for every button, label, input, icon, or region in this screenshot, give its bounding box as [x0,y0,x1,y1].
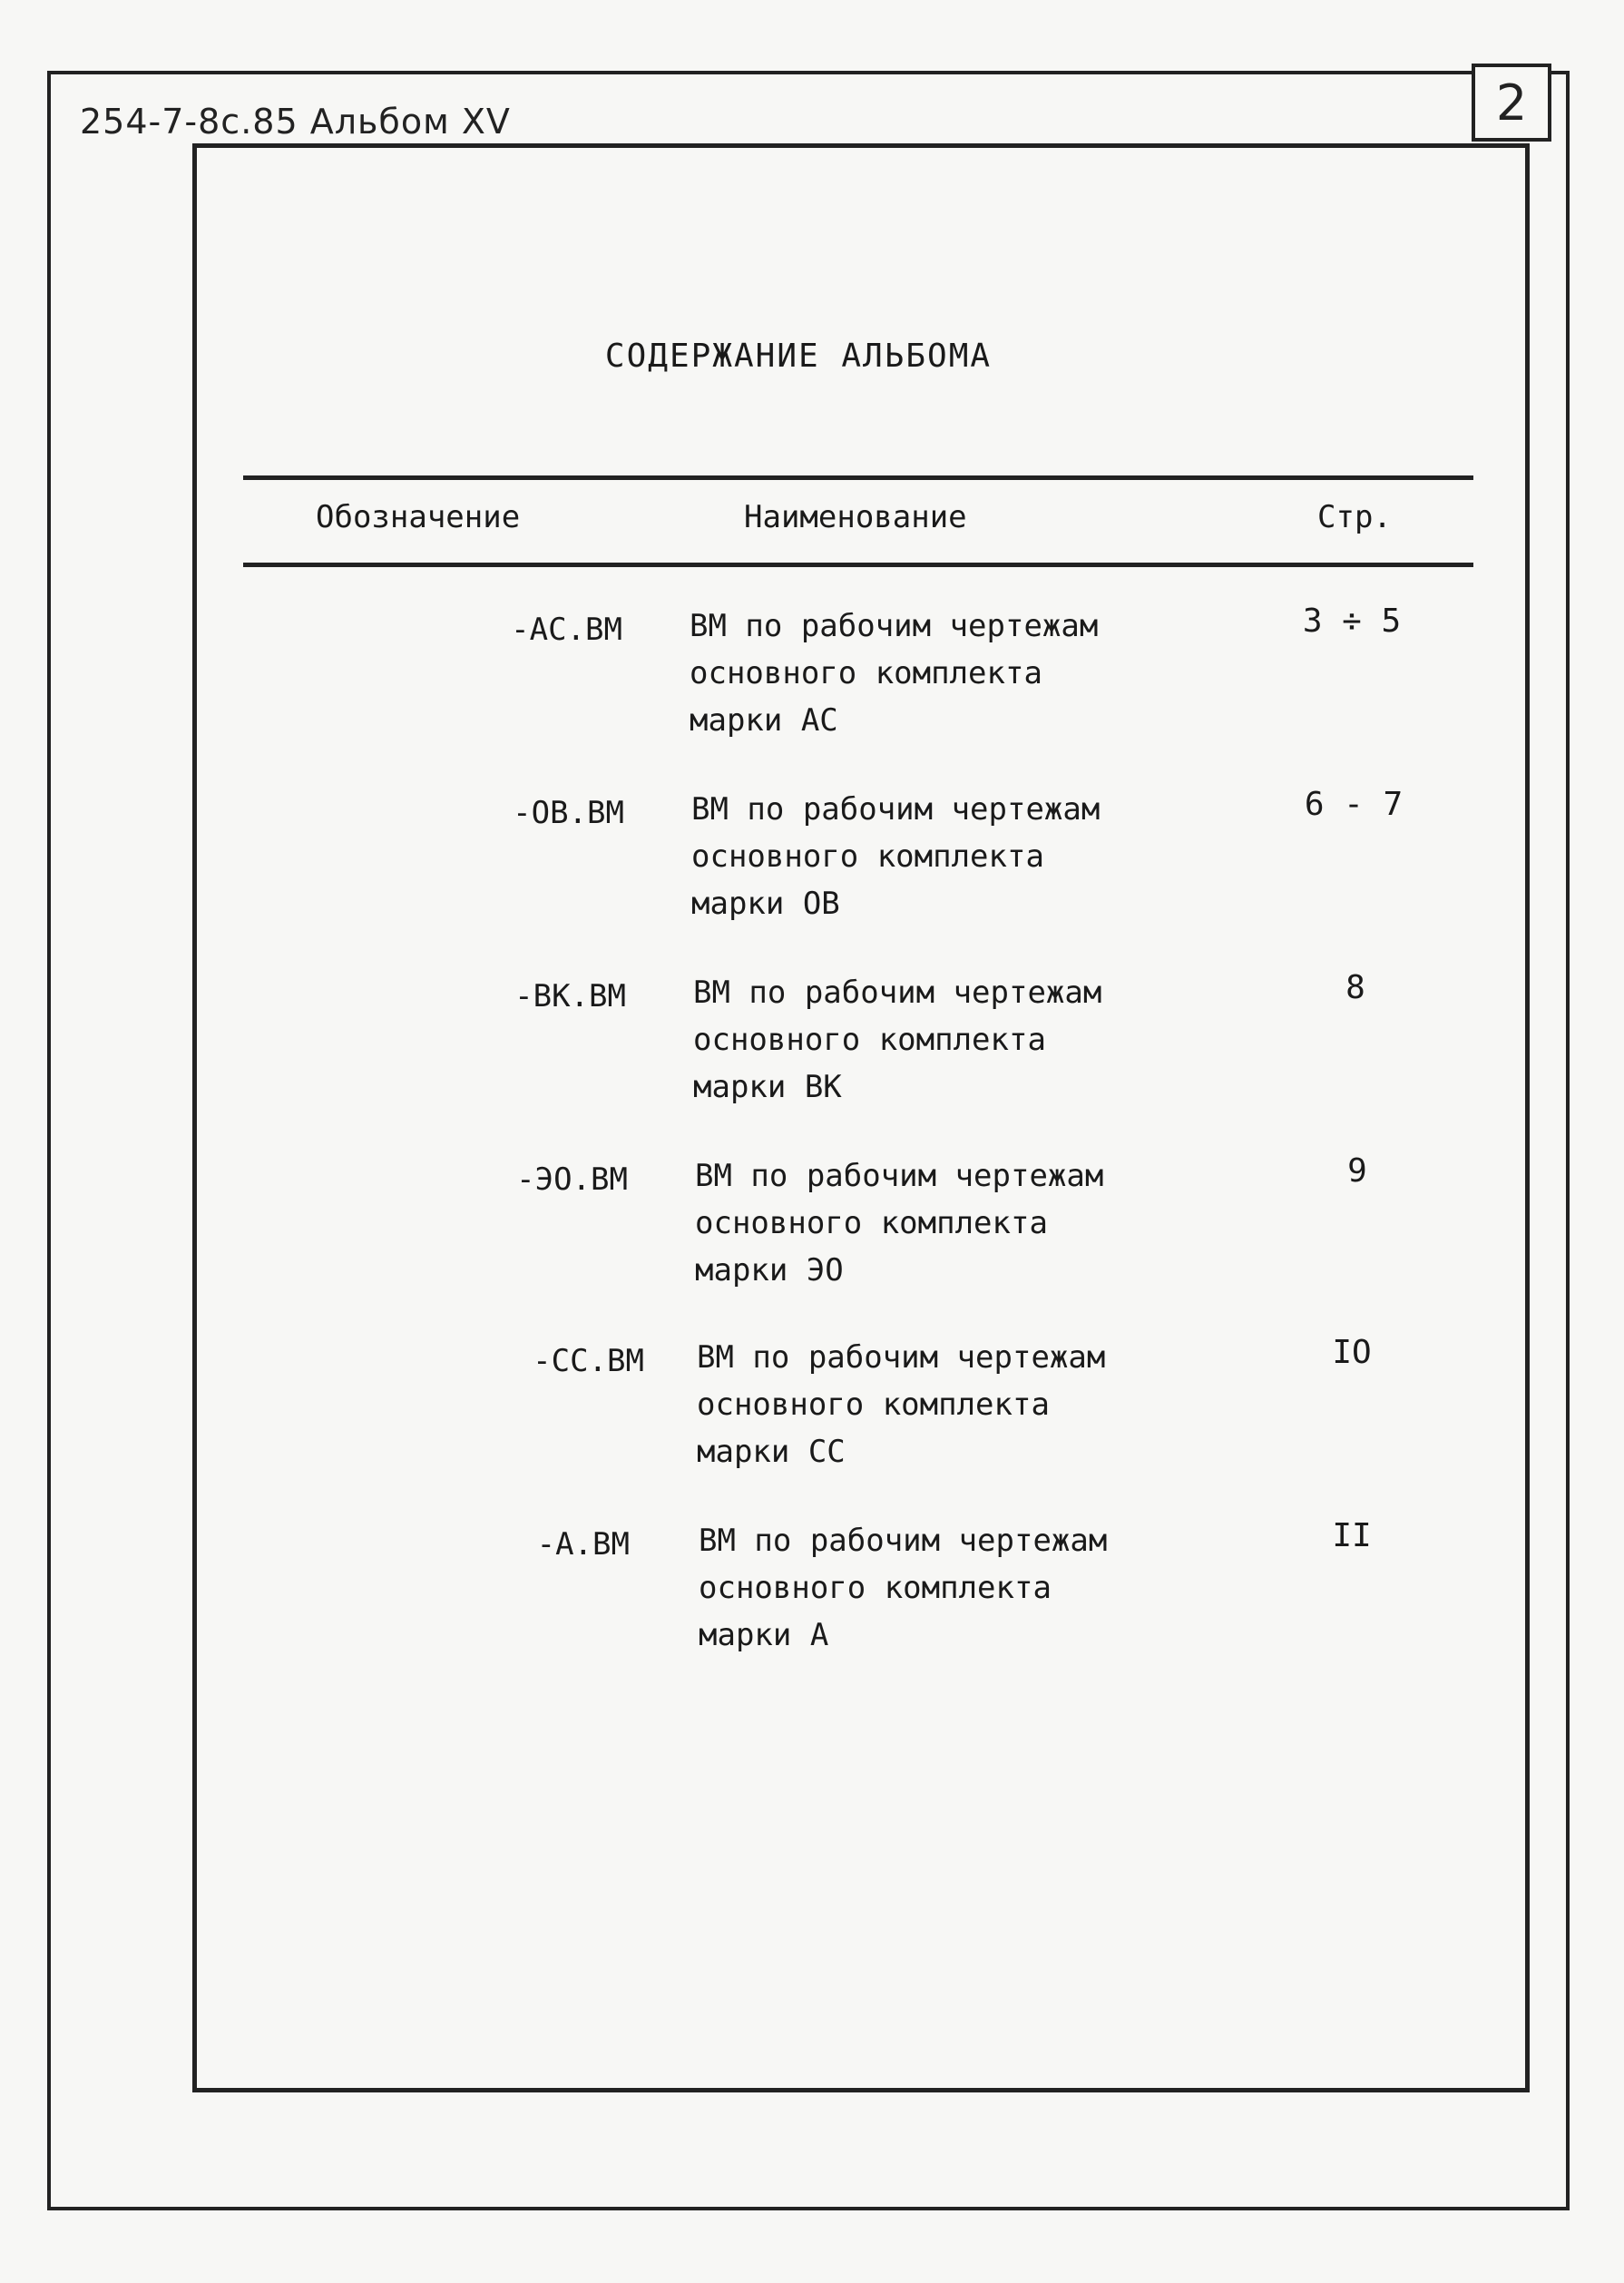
row-pages: 6 - 7 [1304,786,1404,823]
row-code: -ОВ.ВМ [513,795,624,831]
page-number: 2 [1472,64,1551,142]
row-code: -СС.ВМ [533,1343,644,1379]
row-name-line: ВМ по рабочим чертежам [697,1339,1106,1376]
row-name-line: основного комплекта [697,1386,1050,1423]
table-top-rule [243,475,1473,480]
row-pages: 3 ÷ 5 [1302,603,1402,640]
row-name-line: марки А [699,1617,829,1653]
row-name [695,1152,1103,1294]
table-row [0,1517,1624,1699]
row-name-line: ВМ по рабочим чертежам [695,1158,1104,1194]
row-pages: 9 [1347,1152,1367,1190]
row-code: -ВК.ВМ [514,978,626,1014]
row-name-line: основного комплекта [695,1205,1048,1241]
row-pages: 8 [1345,969,1365,1006]
row-name-line: марки ЭО [695,1252,844,1288]
table-row [0,1334,1624,1515]
row-name-line: ВМ по рабочим чертежам [691,791,1101,828]
row-name-line: основного комплекта [699,1570,1052,1606]
row-code: -А.ВМ [536,1526,630,1563]
row-pages: IO [1332,1334,1372,1371]
column-header-page: Стр. [1317,499,1392,535]
page-title: СОДЕРЖАНИЕ АЛЬБОМА [604,338,993,375]
row-name-line: марки АС [690,702,838,739]
row-name-line: марки ВК [693,1069,842,1105]
row-name-line: ВМ по рабочим чертежам [699,1523,1108,1559]
row-name [699,1517,1107,1659]
table-row [0,969,1624,1151]
row-name-line: марки СС [697,1434,846,1470]
row-name [691,786,1100,927]
column-header-name: Наименование [744,499,967,535]
column-header-designation: Обозначение [316,499,521,535]
row-name [697,1334,1105,1475]
row-name-line: марки ОВ [691,886,840,922]
table-row [0,1152,1624,1334]
row-name-line: ВМ по рабочим чертежам [693,975,1102,1011]
row-name [690,603,1098,744]
table-header-rule [243,563,1473,567]
table-row [0,603,1624,784]
row-name-line: ВМ по рабочим чертежам [690,608,1099,644]
row-name [693,969,1101,1111]
row-name-line: основного комплекта [691,838,1044,875]
row-name-line: основного комплекта [690,655,1042,691]
table-row [0,786,1624,967]
row-code: -АС.ВМ [511,612,622,648]
row-pages: II [1332,1517,1372,1554]
row-name-line: основного комплекта [693,1022,1046,1058]
row-code: -ЭО.ВМ [516,1161,628,1198]
document-code: 254-7-8с.85 Альбом XV [80,102,511,142]
